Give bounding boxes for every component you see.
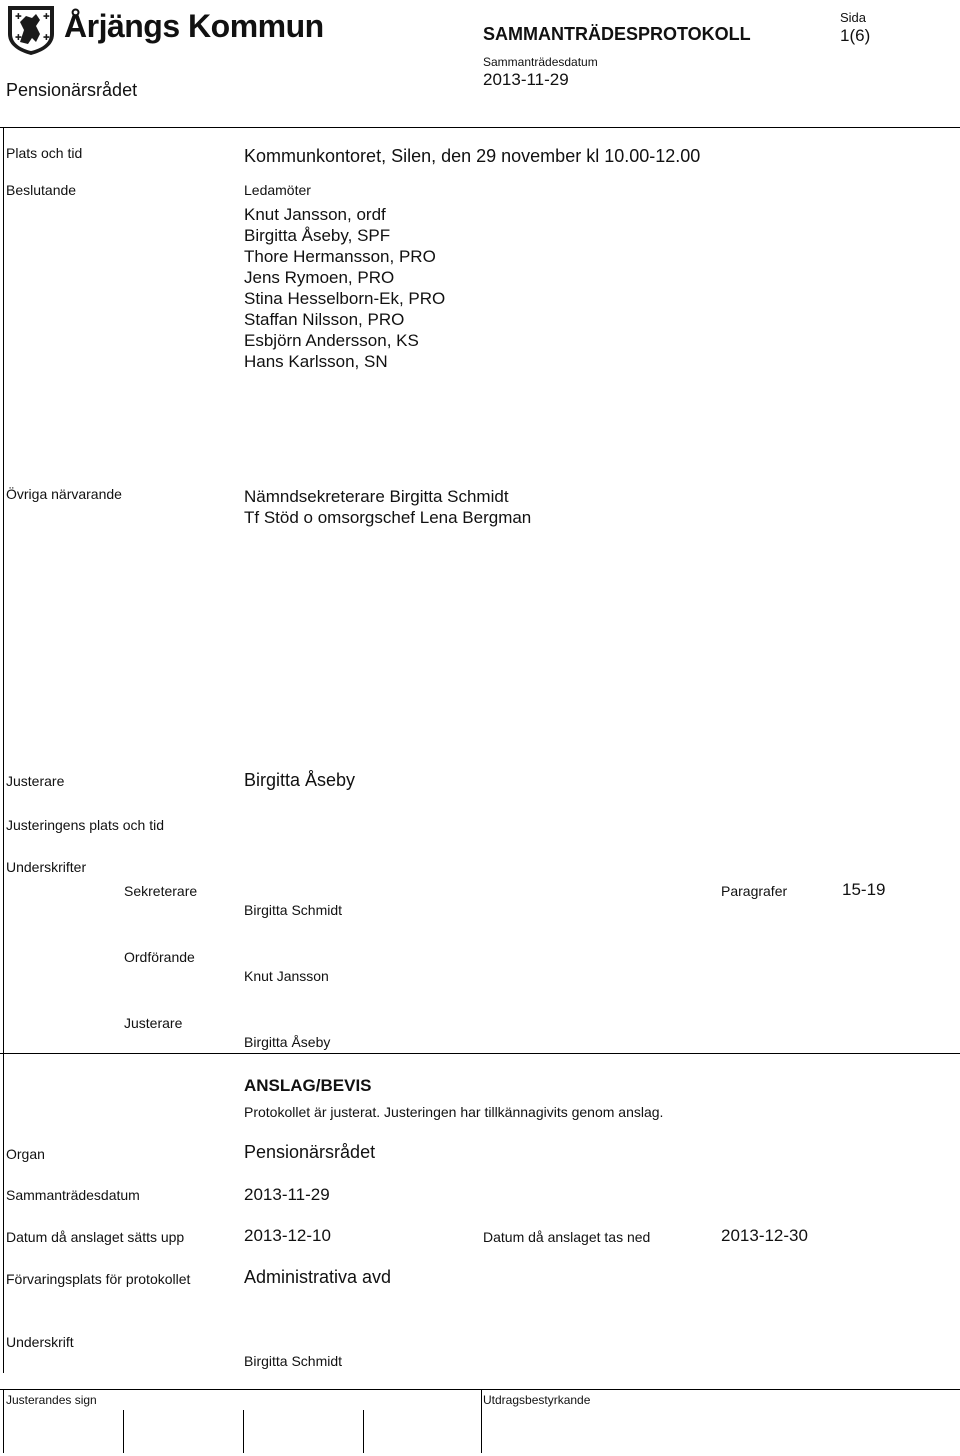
secretary-label: Sekreterare — [124, 883, 198, 899]
others-list — [244, 486, 531, 528]
adjuster-value: Birgitta Åseby — [244, 770, 356, 790]
paragraphs-value: 15-19 — [842, 880, 886, 899]
adjust-place-label: Justeringens plats och tid — [6, 817, 164, 833]
others-label: Övriga närvarande — [6, 486, 122, 502]
removed-value: 2013-12-30 — [721, 1226, 808, 1245]
removed-label: Datum då anslaget tas ned — [483, 1229, 651, 1245]
member-name: Birgitta Åseby, SPF — [244, 226, 391, 245]
chair-label: Ordförande — [124, 949, 195, 965]
extract-cert-label: Utdragsbestyrkande — [483, 1393, 591, 1407]
coat-of-arms-icon — [6, 4, 56, 56]
footer-box-line — [363, 1410, 364, 1453]
members-label: Ledamöter — [244, 182, 311, 198]
left-rule — [3, 127, 4, 1373]
adjuster-label: Justerare — [6, 773, 65, 789]
footer-box-line — [3, 1389, 4, 1453]
signatures-label: Underskrifter — [6, 859, 87, 875]
notice-date-label: Sammanträdesdatum — [6, 1187, 140, 1203]
header-date-value: 2013-11-29 — [483, 70, 569, 89]
organ-label: Organ — [6, 1146, 45, 1162]
notice-signature-name: Birgitta Schmidt — [244, 1353, 343, 1369]
sign-adjuster-name: Birgitta Åseby — [244, 1034, 331, 1050]
posted-value: 2013-12-10 — [244, 1226, 331, 1245]
other-attendee: Tf Stöd o omsorgschef Lena Bergman — [244, 508, 532, 527]
top-rule — [0, 127, 960, 128]
member-name: Stina Hesselborn-Ek, PRO — [244, 289, 446, 308]
municipality-logo-text: Årjängs Kommun — [64, 8, 324, 44]
member-name: Staffan Nilsson, PRO — [244, 310, 405, 329]
storage-value: Administrativa avd — [244, 1267, 392, 1287]
footer-box-line — [243, 1410, 244, 1453]
svg-text:✚: ✚ — [15, 12, 22, 21]
paragraphs-label: Paragrafer — [721, 883, 788, 899]
posted-label: Datum då anslaget sätts upp — [6, 1229, 185, 1245]
svg-text:✚: ✚ — [15, 33, 22, 42]
notice-signature-label: Underskrift — [6, 1334, 74, 1350]
notice-divider — [0, 1053, 960, 1054]
chair-name: Knut Jansson — [244, 968, 329, 984]
other-attendee: Nämndsekreterare Birgitta Schmidt — [244, 487, 509, 506]
notice-title: ANSLAG/BEVIS — [244, 1076, 372, 1095]
document-title: SAMMANTRÄDESPROTOKOLL — [483, 24, 751, 44]
footer-box-line — [481, 1389, 482, 1453]
decision-label: Beslutande — [6, 182, 77, 198]
member-name: Thore Hermansson, PRO — [244, 247, 436, 266]
notice-text: Protokollet är justerat. Justeringen har tillkännagivits genom anslag. — [244, 1104, 664, 1120]
body-name: Pensionärsrådet — [6, 80, 138, 100]
svg-text:✚: ✚ — [43, 33, 50, 42]
sign-adjuster-label: Justerare — [124, 1015, 183, 1031]
page-number: 1(6) — [840, 26, 871, 45]
header-date-label: Sammanträdesdatum — [483, 55, 598, 69]
member-name: Knut Jansson, ordf — [244, 205, 386, 224]
place-label: Plats och tid — [6, 145, 83, 161]
member-name: Esbjörn Andersson, KS — [244, 331, 419, 350]
page-label: Sida — [840, 10, 867, 25]
footer-rule — [0, 1389, 960, 1390]
place-value: Kommunkontoret, Silen, den 29 november kl 10.00-12.00 — [244, 146, 701, 166]
member-name: Hans Karlsson, SN — [244, 352, 388, 371]
secretary-name: Birgitta Schmidt — [244, 902, 343, 918]
storage-label: Förvaringsplats för protokollet — [6, 1271, 191, 1287]
organ-value: Pensionärsrådet — [244, 1142, 376, 1162]
svg-text:✚: ✚ — [43, 12, 50, 21]
adjusters-sign-label: Justerandes sign — [6, 1393, 97, 1407]
footer-box-line — [123, 1410, 124, 1453]
members-list — [244, 204, 445, 372]
notice-date-value: 2013-11-29 — [244, 1185, 330, 1204]
member-name: Jens Rymoen, PRO — [244, 268, 395, 287]
